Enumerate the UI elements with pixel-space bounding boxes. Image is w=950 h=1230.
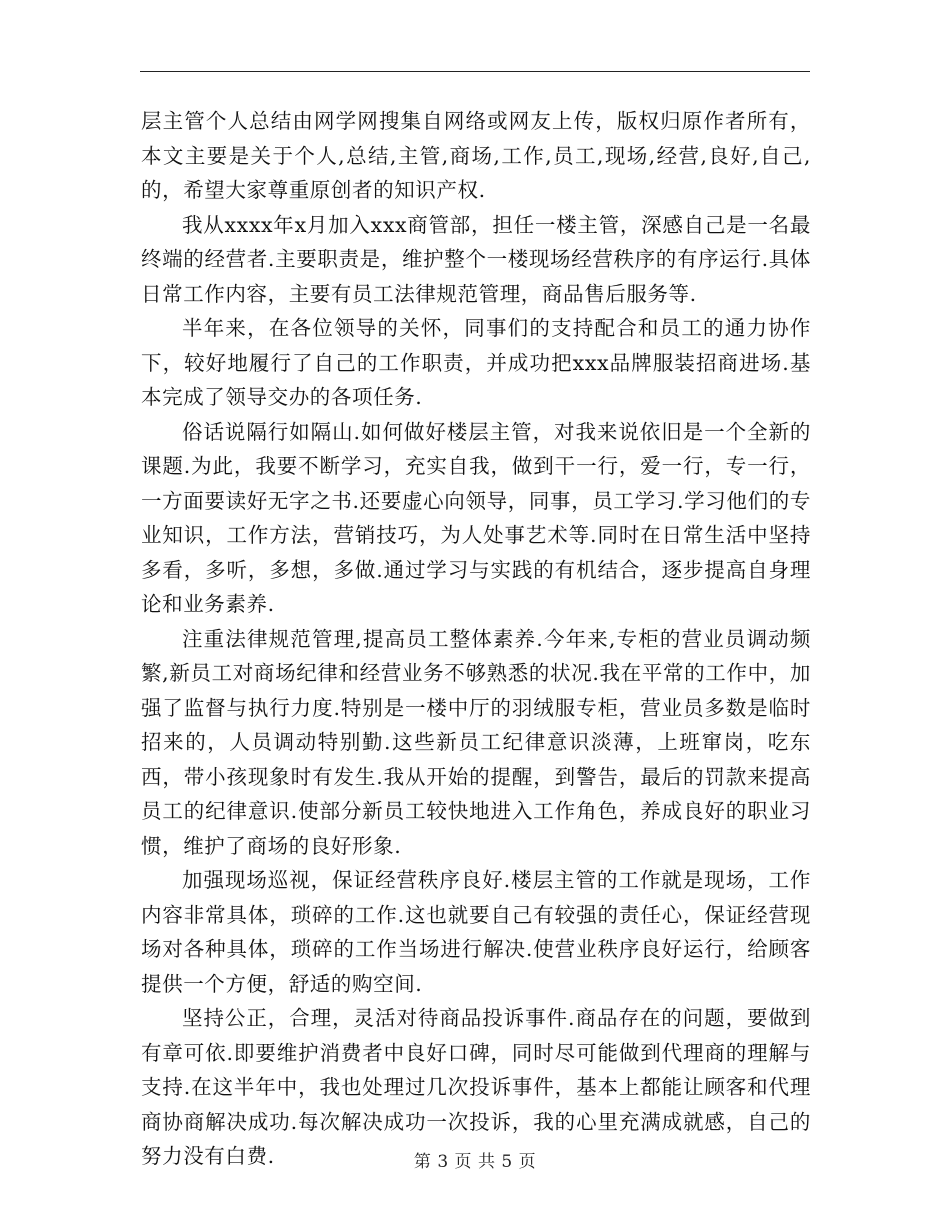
paragraph-4: 注重法律规范管理,提高员工整体素养.今年来,专柜的营业员调动频繁,新员工对商场纪律和经营业务不够熟悉的状况.我在平常的工作中，加强了监督与执行力度.特别是一楼中厅的羽绒服专柜，营业员多数是临时招来的，人员调动特别勤.这些新员工纪律意识淡薄，上班窜岗，吃东西，带小孩现象时有发生.我从开始的提醒，到警告，最后的罚款来提高员工的纪律意识.使部分新员工较快地进入工作角色，养成良好的职业习惯，维护了商场的良好形象. (141, 626, 811, 858)
footer-total-pages: 5 (501, 1152, 513, 1172)
header-rule (140, 71, 810, 72)
paragraph-intro: 层主管个人总结由网学网搜集自网络或网友上传，版权归原作者所有，本文主要是关于个人,总结,主管,商场,工作,员工,现场,经营,良好,自己,的，希望大家尊重原创者的知识产权. (141, 109, 811, 202)
footer-page-word: 页 (454, 1152, 473, 1172)
paragraph-1: 我从xxxx年x月加入xxx商管部，担任一楼主管，深感自己是一名最终端的经营者.主要职责是，维护整个一楼现场经营秩序的有序运行.具体日常工作内容，主要有员工法律规范管理，商品售后服务等. (141, 212, 811, 306)
page-footer (0, 1147, 950, 1172)
paragraph-5: 加强现场巡视，保证经营秩序良好.楼层主管的工作就是现场，工作内容非常具体，琐碎的工作.这也就要自己有较强的责任心，保证经营现场对各种具体，琐碎的工作当场进行解决.使营业秩序良好运行，给顾客提供一个方便，舒适的购空间. (141, 868, 811, 996)
paragraph-6: 坚持公正，合理，灵活对待商品投诉事件.商品存在的问题，要做到有章可依.即要维护消费者中良好口碑，同时尽可能做到代理商的理解与支持.在这半年中，我也处理过几次投诉事件，基本上都能让顾客和代理商协商解决成功.每次解决成功一次投诉，我的心里充满成就感，自己的努力没有白费. (141, 1006, 811, 1168)
footer-total-word: 共 (477, 1152, 496, 1172)
document-body (141, 104, 811, 1174)
footer-prefix: 第 (413, 1152, 432, 1172)
paragraph-2: 半年来，在各位领导的关怀，同事们的支持配合和员工的通力协作下，较好地履行了自己的工作职责，并成功把xxx品牌服装招商进场.基本完成了领导交办的各项任务. (141, 316, 811, 409)
footer-suffix: 页 (518, 1152, 537, 1172)
paragraph-3: 俗话说隔行如隔山.如何做好楼层主管，对我来说依旧是一个全新的课题.为此，我要不断学习，充实自我，做到干一行，爱一行，专一行，一方面要读好无字之书.还要虚心向领导，同事，员工学习.学习他们的专业知识，工作方法，营销技巧，为人处事艺术等.同时在日常生活中坚持多看，多听，多想，多做.通过学习与实践的有机结合，逐步提高自身理论和业务素养. (141, 419, 811, 616)
footer-current-page: 3 (437, 1152, 449, 1172)
